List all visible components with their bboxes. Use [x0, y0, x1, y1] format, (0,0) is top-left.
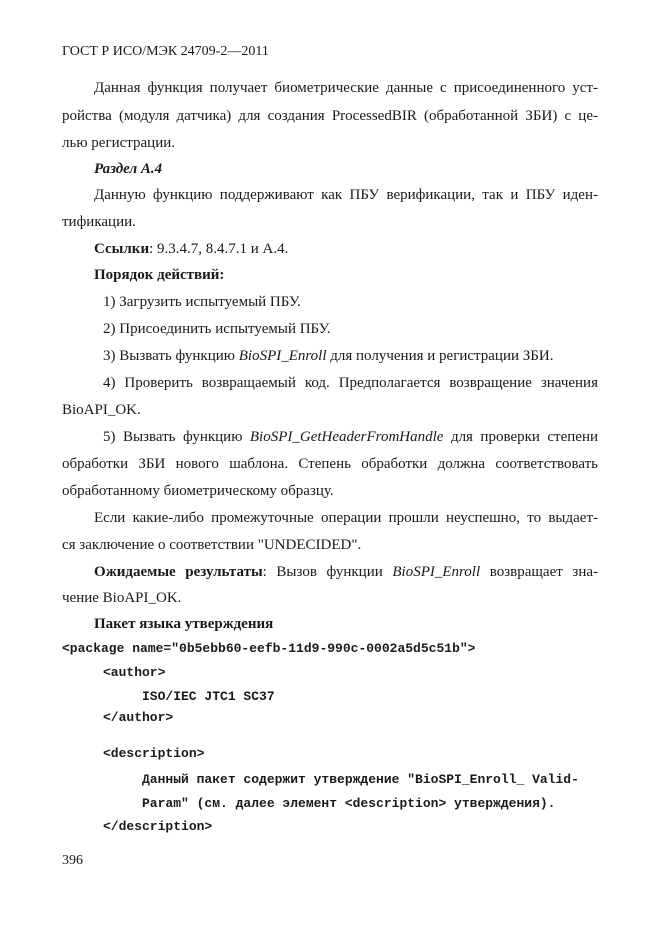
code-line: Param" (см. далее элемент <description> утверждения).	[142, 796, 556, 811]
step-5-continuation: обработки ЗБИ нового шаблона. Степень обработки должна соответствовать	[62, 456, 598, 472]
step-text: 5) Вызвать функцию	[103, 429, 250, 445]
step-text: для проверки степени	[443, 429, 598, 445]
paragraph-line: Данная функция получает биометрические данные с присоединенного уст-	[94, 80, 598, 96]
step-4: 4) Проверить возвращаемый код. Предполагается возвращение значения	[103, 375, 598, 391]
page-number: 396	[62, 853, 83, 868]
references-text: : 9.3.4.7, 8.4.7.1 и A.4.	[149, 241, 289, 257]
package-title: Пакет языка утверждения	[94, 616, 274, 632]
code-line: <author>	[103, 665, 166, 680]
function-name: BioSPI_Enroll	[392, 564, 481, 580]
expected-results-text: : Вызов функции	[262, 564, 393, 580]
code-line: <package name="0b5ebb60-eefb-11d9-990c-0002a5d5c51b">	[62, 641, 476, 656]
paragraph-line: лью регистрации.	[62, 135, 176, 151]
step-3	[103, 346, 553, 366]
code-line: <description>	[103, 746, 205, 761]
function-name: BioSPI_GetHeaderFromHandle	[249, 429, 444, 445]
step-1: 1) Загрузить испытуемый ПБУ.	[103, 294, 301, 310]
paragraph-line: чение BioAPI_OK.	[62, 590, 182, 606]
references-label: Ссылки	[94, 241, 150, 257]
paragraph-line: Если какие-либо промежуточные операции прошли неуспешно, то выдает-	[94, 510, 598, 526]
references-line	[94, 239, 288, 259]
step-5-continuation: обработанному биометрическому образцу.	[62, 483, 334, 499]
expected-results-label: Ожидаемые результаты	[94, 564, 263, 580]
paragraph-line: тификации.	[62, 214, 136, 230]
step-4-continuation: BioAPI_OK.	[62, 402, 141, 418]
paragraph-line: ройства (модуля датчика) для создания ProcessedBIR (обработанной ЗБИ) с це-	[62, 108, 598, 124]
function-name: BioSPI_Enroll	[238, 348, 327, 364]
paragraph-line: ся заключение о соответствии "UNDECIDED".	[62, 537, 362, 553]
code-line: Данный пакет содержит утверждение "BioSPI_Enroll_ Valid-	[142, 772, 579, 787]
step-text: 3) Вызвать функцию	[103, 348, 239, 364]
code-line: </author>	[103, 710, 174, 725]
step-2: 2) Присоединить испытуемый ПБУ.	[103, 321, 331, 337]
step-5	[103, 427, 598, 447]
page-header: ГОСТ Р ИСО/МЭК 24709-2—2011	[62, 44, 269, 59]
section-heading: Раздел A.4	[94, 161, 163, 177]
expected-results-text: возвращает зна-	[480, 564, 598, 580]
procedure-title: Порядок действий:	[94, 267, 225, 283]
expected-results-line	[94, 562, 598, 582]
step-text: для получения и регистрации ЗБИ.	[326, 348, 554, 364]
code-line: ISO/IEC JTC1 SC37	[142, 689, 275, 704]
paragraph-line: Данную функцию поддерживают как ПБУ верификации, так и ПБУ иден-	[94, 187, 598, 203]
code-line: </description>	[103, 819, 213, 834]
